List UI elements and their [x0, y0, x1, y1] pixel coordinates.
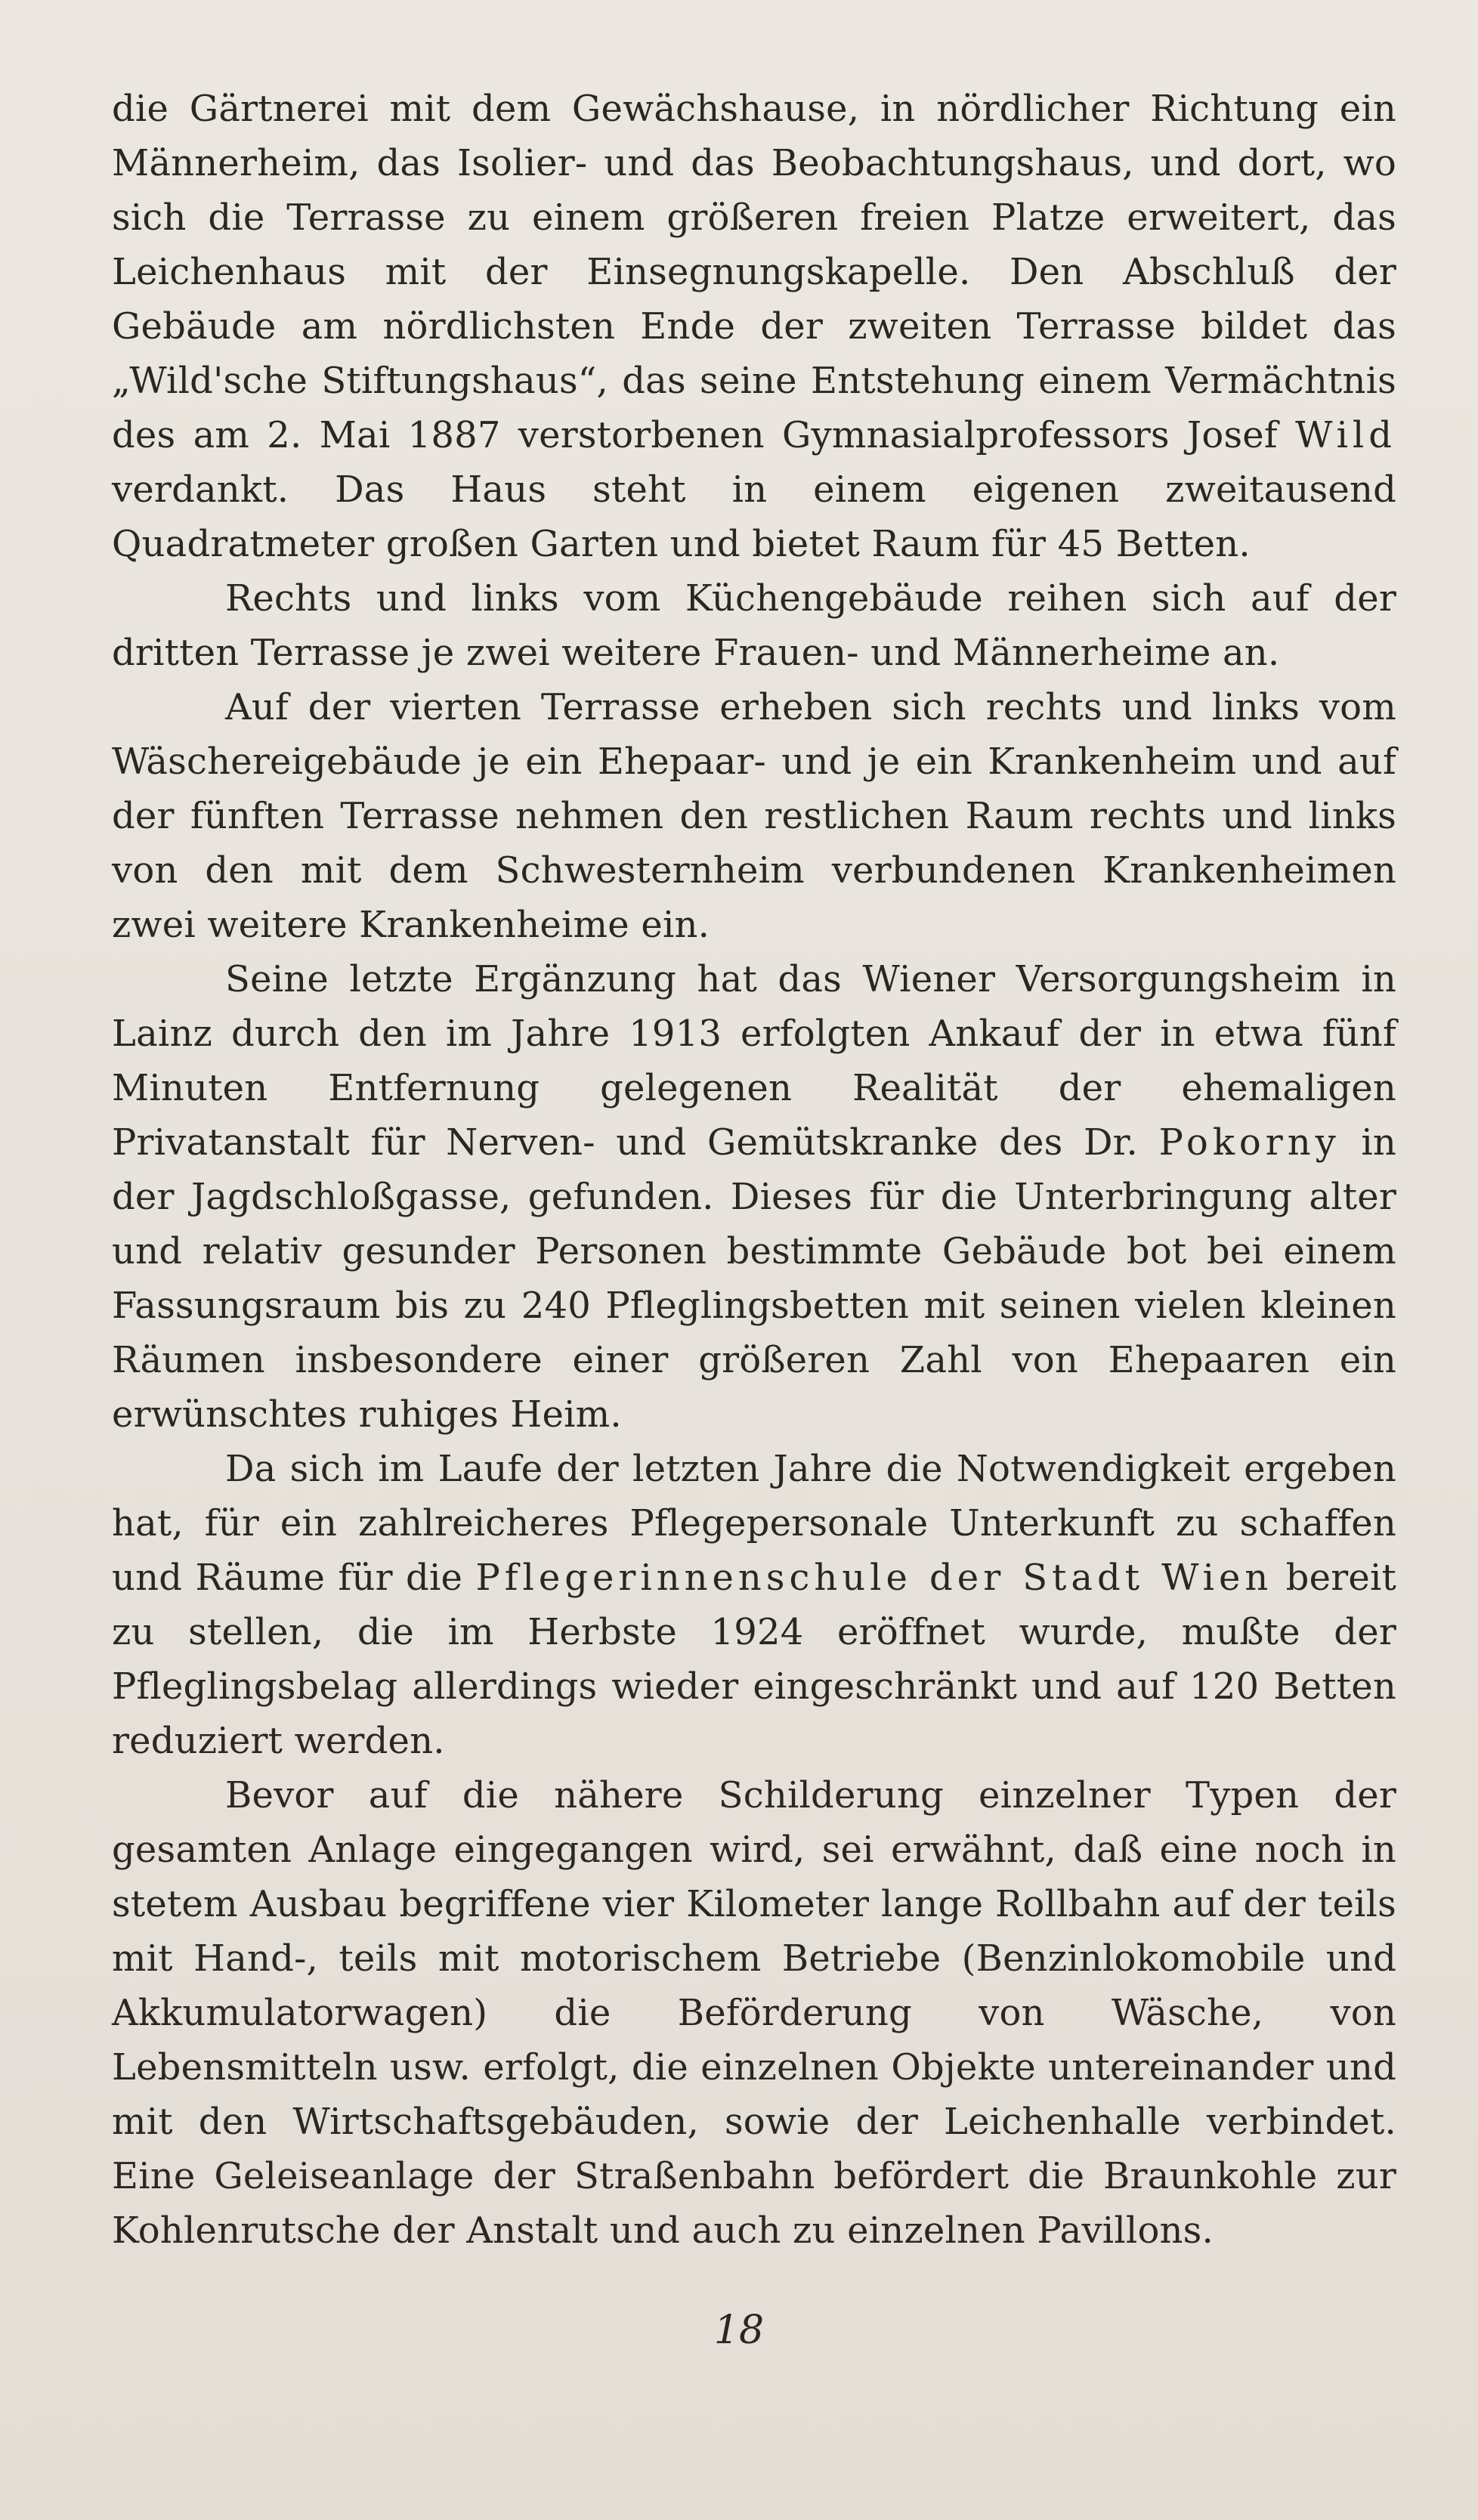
paragraph-3-text: Auf der vierten Terrasse erheben sich rechts und links vom Wäschereigebäude je ein Ehepaar- und je ein Krankenheim und auf der fünften Terrasse nehmen den restlichen Raum rechts und links von den mit dem Schwesternheim verbundenen Krankenheimen zwei weitere Krankenheime ein.: [112, 686, 1396, 946]
school-name: Pflegerinnenschule der Stadt Wien: [475, 1557, 1273, 1599]
paragraph-5: [112, 1442, 1396, 1768]
body-text: [112, 82, 1396, 2258]
name-pokorny: Pokorny: [1158, 1121, 1340, 1164]
paragraph-4-text-2: in der Jagdschloßgasse, gefunden. Dieses für die Unterbringung alter und relativ gesunder Personen bestimmte Gebäude bot bei einem Fassungsraum bis zu 240 Pfleglingsbetten mit seinen vielen kleinen Räumen insbesondere einer größeren Zahl von Ehepaaren ein erwünschtes ruhiges Heim.: [112, 1121, 1397, 1436]
paragraph-1-text-1: die Gärtnerei mit dem Gewächshause, in nördlicher Richtung ein Männerheim, das Isolier- und das Beobachtungshaus, und dort, wo sich die Terrasse zu einem größeren freien Platze erweitert, das Leichenhaus mit der Einsegnungskapelle. Den Abschluß der Gebäude am nördlichsten Ende der zweiten Terrasse bildet das „Wild'sche Stiftungshaus“, das seine Entstehung einem Vermächtnis des am 2. Mai 1887 verstorbenen Gymnasialprofessors Josef: [112, 88, 1396, 456]
paragraph-1-text-2: verdankt. Das Haus steht in einem eigenen zweitausend Quadratmeter großen Garten und bietet Raum für 45 Betten.: [112, 468, 1396, 565]
page-number: 18: [713, 2308, 765, 2353]
paragraph-1: [112, 82, 1396, 571]
paragraph-5-text-1: Da sich im Laufe der letzten Jahre die Notwendigkeit ergeben hat, für ein zahlreicheres Pflegepersonale Unterkunft zu schaffen und Räume für die: [112, 1448, 1396, 1599]
paragraph-4-text-1: Seine letzte Ergänzung hat das Wiener Versorgungsheim in Lainz durch den im Jahre 1913 erfolgten Ankauf der in etwa fünf Minuten Entfernung gelegenen Realität der ehemaligen Privatanstalt für Nerven- und Gemütskranke des Dr.: [112, 958, 1396, 1164]
paragraph-6-text: Bevor auf die nähere Schilderung einzelner Typen der gesamten Anlage eingegangen wird, sei erwähnt, daß eine noch in stetem Ausbau begriffene vier Kilometer lange Rollbahn auf der teils mit Hand-, teils mit motorischem Betriebe (Benzinlokomobile und Akkumulatorwagen) die Beförderung von Wäsche, von Lebensmitteln usw. erfolgt, die einzelnen Objekte untereinander und mit den Wirtschaftsgebäuden, sowie der Leichenhalle verbindet. Eine Geleiseanlage der Straßenbahn befördert die Braunkohle zur Kohlenrutsche der Anstalt und auch zu einzelnen Pavillons.: [112, 1774, 1396, 2252]
paragraph-3: [112, 680, 1396, 952]
paragraph-2-text: Rechts und links vom Küchengebäude reihen sich auf der dritten Terrasse je zwei weitere Frauen- und Männerheime an.: [112, 577, 1396, 674]
paragraph-4: [112, 952, 1396, 1442]
paragraph-6: [112, 1768, 1396, 2258]
paragraph-2: [112, 571, 1396, 680]
name-wild: Wild: [1295, 414, 1396, 456]
paragraph-5-text-2: bereit zu stellen, die im Herbste 1924 eröffnet wurde, mußte der Pfleglingsbelag allerdings wieder eingeschränkt und auf 120 Betten reduziert werden.: [112, 1557, 1396, 1762]
